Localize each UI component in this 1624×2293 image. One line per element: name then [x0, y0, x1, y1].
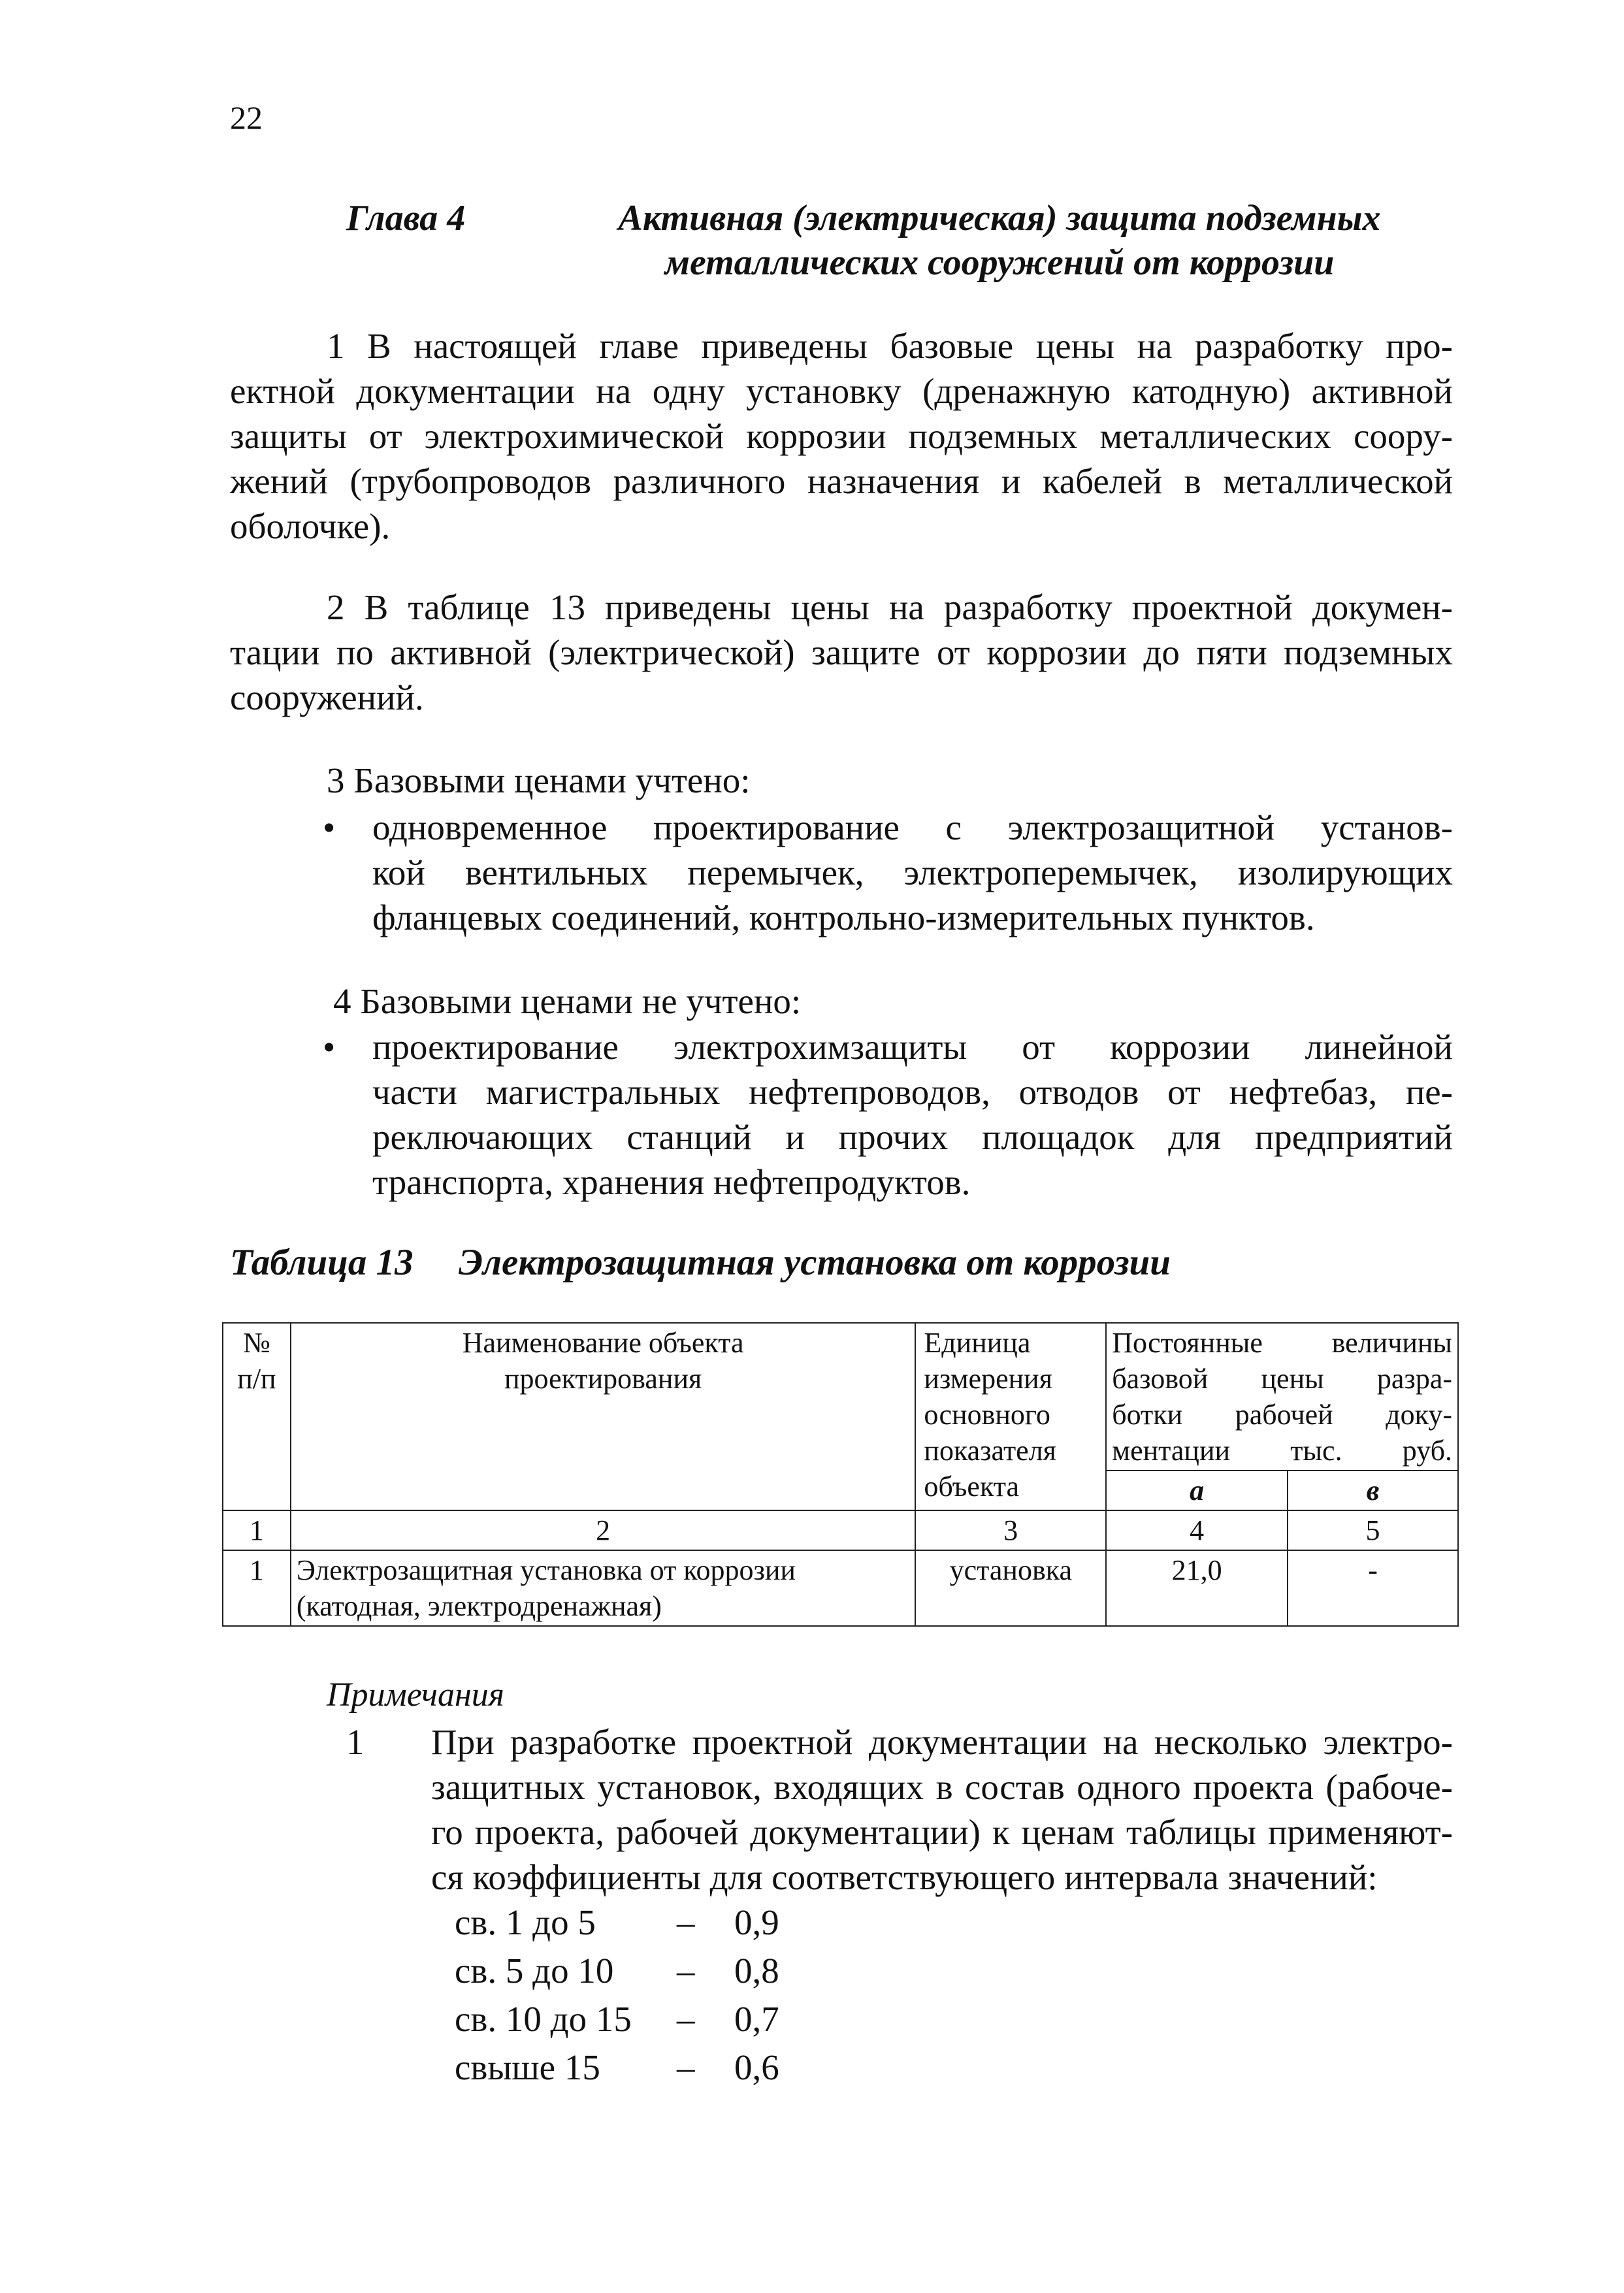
cell-name — [291, 1550, 916, 1626]
text-line: сооружений. — [230, 677, 424, 717]
notes-heading: Примечания — [327, 1676, 504, 1714]
coefficient-range: св. 10 до 15 — [455, 1999, 632, 2039]
cell-b: - — [1288, 1550, 1458, 1626]
header-text: объекта — [924, 1471, 1020, 1503]
chapter-title-line: Активная (электрическая) защита подземных — [618, 198, 1381, 238]
header-text: Единица — [924, 1327, 1031, 1359]
paragraph-2 — [230, 585, 1453, 720]
bullet-icon: • — [323, 807, 336, 847]
chapter-title-line: металлических сооружений от коррозии — [664, 242, 1335, 283]
header-cell-b: в — [1288, 1471, 1458, 1510]
coefficient-range: св. 1 до 5 — [455, 1902, 596, 1942]
text-line: проектирование электрохимзащиты от коррозии линейной — [372, 1027, 1453, 1067]
coefficient-value: 0,6 — [734, 2047, 779, 2087]
table-caption-title: Электрозащитная установка от коррозии — [459, 1242, 1171, 1283]
text-line: При разработке проектной документации на несколько электро- — [431, 1722, 1453, 1762]
coefficient-row — [455, 1995, 847, 2043]
header-text: измерения — [924, 1363, 1052, 1395]
header-text: п/п — [237, 1363, 276, 1395]
text-line: оболочке). — [230, 506, 391, 546]
cell-a: 21,0 — [1106, 1550, 1288, 1626]
paragraph-1 — [230, 323, 1453, 549]
column-number: 2 — [291, 1510, 916, 1550]
paragraph-4-heading: 4 Базовыми ценами не учтено: — [333, 981, 802, 1021]
coefficient-dash: – — [677, 1999, 695, 2039]
coefficient-row — [455, 1898, 847, 1947]
table-header-row — [223, 1323, 1458, 1471]
text-line: части магистральных нефтепроводов, отводов от нефтебаз, пе- — [372, 1072, 1453, 1112]
header-text: базовой цены разра- — [1112, 1363, 1452, 1395]
text-line: тации по активной (электрической) защите от коррозии до пяти подземных — [230, 632, 1453, 672]
bullet-item — [323, 1024, 1453, 1205]
coefficient-range: св. 5 до 10 — [455, 1951, 614, 1991]
table-column-number-row — [223, 1510, 1458, 1550]
table-caption — [230, 1240, 1171, 1286]
header-text: Постоянные величины — [1112, 1327, 1452, 1359]
coefficient-value: 0,8 — [734, 1951, 779, 1991]
text-line: ектной документации на одну установку (дренажную катодную) активной — [230, 371, 1453, 411]
coefficient-row — [455, 1947, 847, 1995]
header-text: ментации тыс. руб. — [1112, 1435, 1452, 1467]
text-line: го проекта, рабочей документации) к ценам таблицы применяют- — [431, 1812, 1453, 1852]
coefficient-dash: – — [677, 2047, 695, 2087]
note-number: 1 — [346, 1722, 365, 1762]
chapter-title — [542, 196, 1457, 285]
text-line: защиты от электрохимической коррозии подземных металлических соору- — [230, 416, 1453, 456]
text-line: транспорта, хранения нефтепродуктов. — [372, 1162, 971, 1202]
column-number: 1 — [223, 1510, 291, 1550]
paragraph-3-heading: 3 Базовыми ценами учтено: — [327, 760, 751, 800]
column-number: 5 — [1288, 1510, 1458, 1550]
text-line: защитных установок, входящих в состав одного проекта (рабоче- — [431, 1767, 1453, 1807]
cell-num: 1 — [223, 1550, 291, 1626]
header-text: проектирования — [504, 1363, 702, 1395]
text-line: кой вентильных перемычек, электроперемычек, изолирующих — [372, 853, 1453, 892]
bullet-item — [323, 805, 1453, 940]
cell-unit: установка — [915, 1550, 1106, 1626]
text-line: реключающих станций и прочих площадок для предприятий — [372, 1117, 1453, 1157]
header-text: основного — [924, 1399, 1050, 1431]
text-line: ся коэффициенты для соответствующего интервала значений: — [431, 1857, 1378, 1897]
column-number: 3 — [915, 1510, 1106, 1550]
header-cell-num — [223, 1323, 291, 1510]
table-caption-label: Таблица 13 — [230, 1242, 414, 1283]
text-line: 2 В таблице 13 приведены цены на разработку проектной докумен- — [327, 587, 1453, 627]
text-line: 1 В настоящей главе приведены базовые цены на разработку про- — [327, 326, 1453, 366]
coefficient-range: свыше 15 — [455, 2047, 600, 2087]
header-text: № — [242, 1327, 270, 1359]
header-cell-name — [291, 1323, 916, 1510]
header-cell-a: а — [1106, 1471, 1288, 1510]
chapter-label: Глава 4 — [346, 198, 466, 238]
coefficient-list — [455, 1898, 847, 2092]
header-text: показателя — [924, 1435, 1056, 1467]
bullet-icon: • — [323, 1027, 336, 1067]
note-text — [431, 1719, 1453, 1900]
text-line: фланцевых соединений, контрольно-измерительных пунктов. — [372, 898, 1315, 937]
header-cell-unit — [915, 1323, 1106, 1510]
coefficient-value: 0,9 — [734, 1902, 779, 1942]
text-line: одновременное проектирование с электрозащитной установ- — [372, 807, 1453, 847]
table-row — [223, 1550, 1458, 1626]
price-table — [222, 1322, 1459, 1627]
coefficient-dash: – — [677, 1951, 695, 1991]
header-text: ботки рабочей доку- — [1112, 1399, 1452, 1431]
column-number: 4 — [1106, 1510, 1288, 1550]
page-number: 22 — [230, 99, 263, 136]
header-cell-constants — [1106, 1323, 1458, 1471]
coefficient-dash: – — [677, 1902, 695, 1942]
coefficient-row — [455, 2043, 847, 2092]
cell-text: Электрозащитная установка от коррозии — [296, 1554, 796, 1586]
coefficient-value: 0,7 — [734, 1999, 779, 2039]
cell-text: (катодная, электродренажная) — [296, 1590, 662, 1622]
header-text: Наименование объекта — [462, 1327, 744, 1359]
text-line: жений (трубопроводов различного назначения и кабелей в металлической — [230, 461, 1453, 501]
